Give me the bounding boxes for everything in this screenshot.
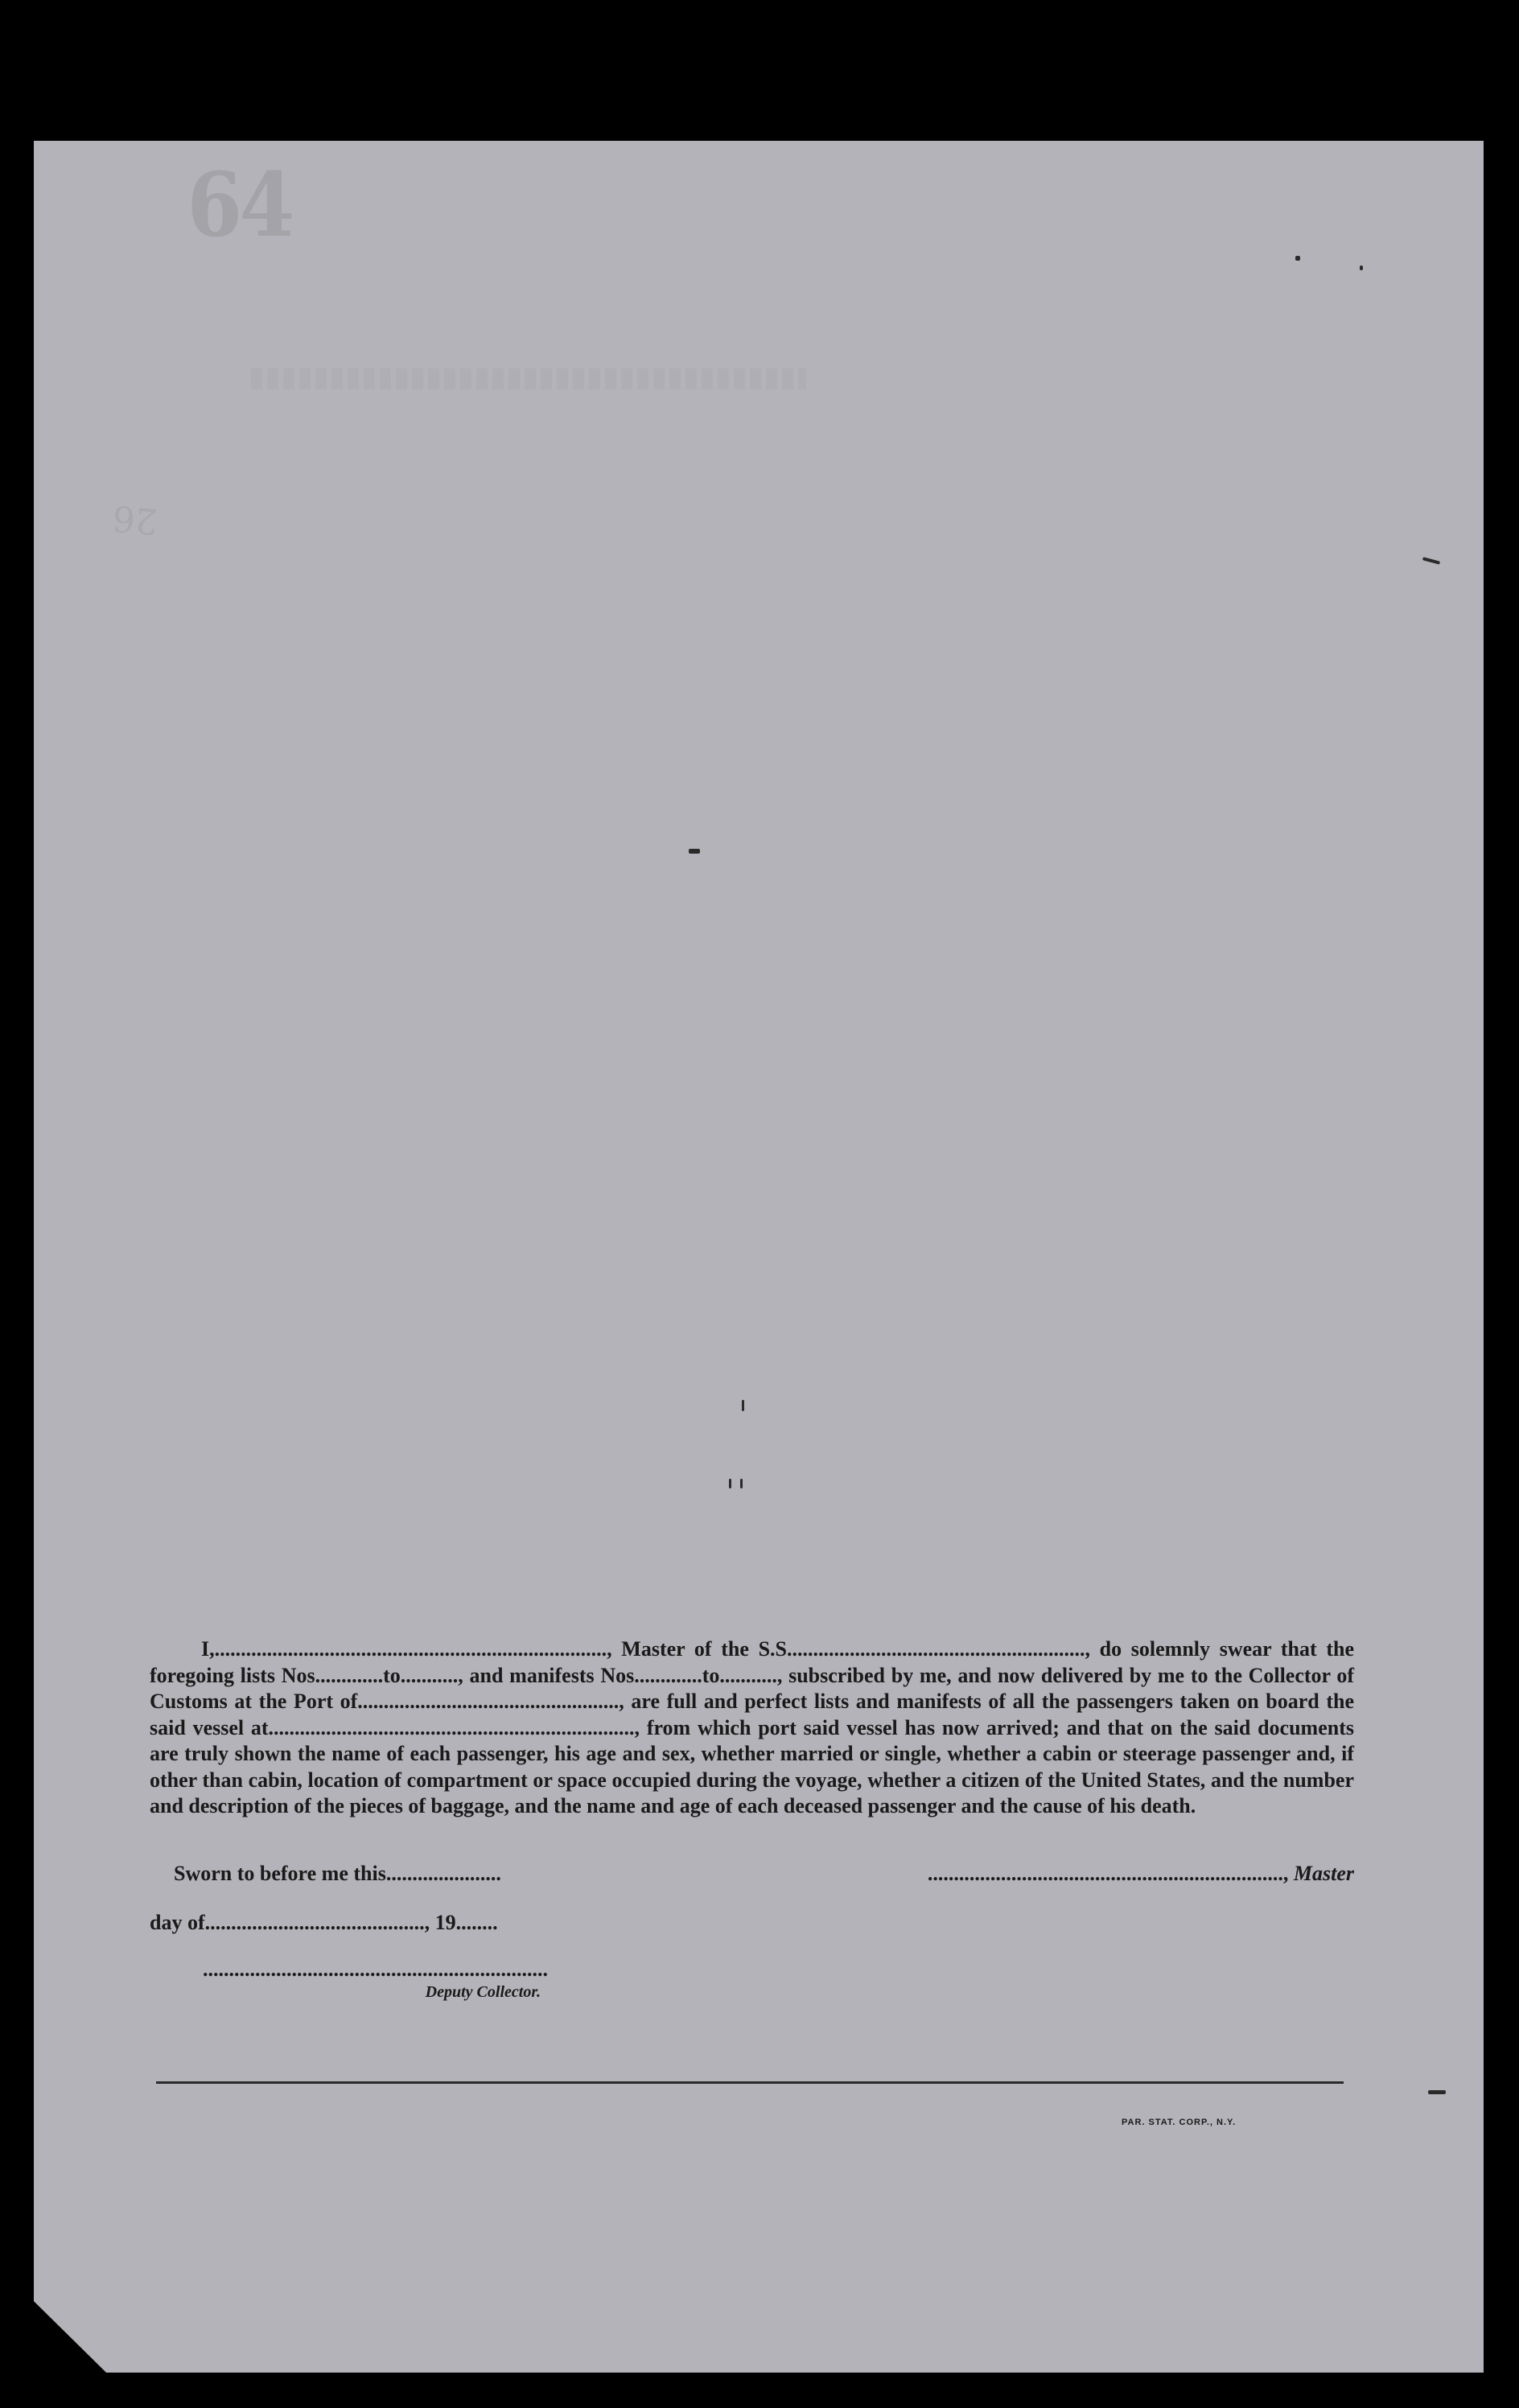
faint-page-number: 26 xyxy=(110,496,160,542)
printer-mark: PAR. STAT. CORP., N.Y. xyxy=(1122,2118,1237,2127)
ink-speck xyxy=(740,1479,743,1488)
master-signature-line xyxy=(867,1862,1354,1886)
ink-speck xyxy=(1428,2090,1446,2094)
master-title: Master xyxy=(1293,1862,1354,1885)
ink-speck xyxy=(1360,265,1363,270)
sworn-line: Sworn to before me this...................... xyxy=(174,1862,501,1885)
collector-title: Deputy Collector. xyxy=(425,1983,541,2001)
page-number: 64 xyxy=(187,153,292,257)
ink-speck xyxy=(729,1479,731,1488)
ink-speck xyxy=(689,849,700,854)
bottom-rule xyxy=(156,2081,1344,2084)
collector-signature-line: .................................................................. xyxy=(203,1957,548,1981)
ink-speck xyxy=(742,1400,744,1411)
ink-speck xyxy=(1295,256,1300,261)
manifest-page xyxy=(34,141,1484,2373)
day-line: day of.........................................., 19........ xyxy=(150,1911,498,1934)
master-signature-blank: ...................................................................., xyxy=(927,1862,1289,1885)
bleed-through-text xyxy=(251,368,806,389)
master-declaration: I,..........................................................................., Master of the S.S........................................................., do solemnly swear that the foregoing lists Nos.............to..........., and manifests Nos.............to..........., subscribed by me, and now delivered by me to the Collector of Customs at the Port of.................................................., are full and perfect lists and manifests of all the passengers taken on board the said vessel at......................................................................, from which port said vessel has now arrived; and that on the said documents are truly shown the name of each passenger, his age and sex, whether married or single, whether a cabin or steerage passenger and, if other than cabin, location of compartment or space occupied during the voyage, whether a citizen of the United States, and the number and description of the pieces of baggage, and the name and age of each deceased passenger and the cause of his death. xyxy=(150,1637,1354,1817)
